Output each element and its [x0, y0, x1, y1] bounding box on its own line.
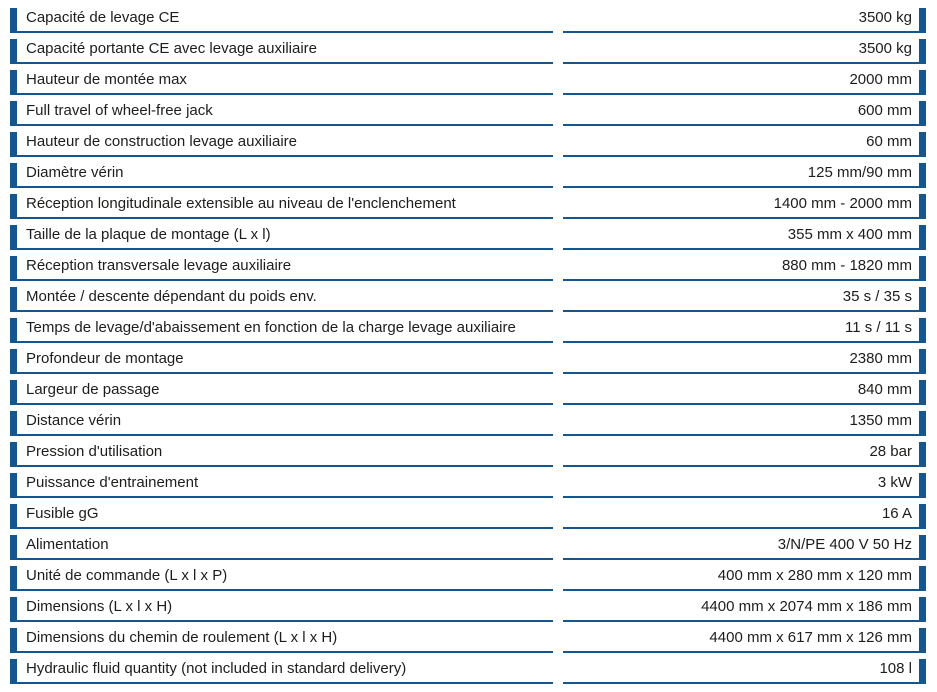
table-row [10, 2, 926, 33]
spec-value: 840 mm [857, 381, 912, 398]
spec-value: 108 l [879, 660, 912, 677]
table-row [10, 312, 926, 343]
row-accent-bar-left [10, 39, 17, 62]
row-accent-bar-right [919, 659, 926, 682]
spec-value: 3500 kg [858, 9, 912, 26]
spec-value: 4400 mm x 617 mm x 126 mm [709, 629, 912, 646]
spec-value: 28 bar [869, 443, 912, 460]
spec-value: 400 mm x 280 mm x 120 mm [717, 567, 912, 584]
table-row [10, 467, 926, 498]
spec-label: Alimentation [26, 536, 109, 553]
spec-value-cell [563, 2, 926, 33]
table-row [10, 157, 926, 188]
spec-value-cell [563, 529, 926, 560]
spec-value-cell [563, 250, 926, 281]
spec-label: Pression d'utilisation [26, 443, 163, 460]
table-row [10, 653, 926, 684]
spec-value-cell [563, 436, 926, 467]
spec-label-cell [10, 64, 553, 95]
spec-label-cell [10, 95, 553, 126]
row-accent-bar-right [919, 70, 926, 93]
row-accent-bar-right [919, 380, 926, 403]
spec-value: 11 s / 11 s [845, 319, 912, 336]
row-accent-bar-left [10, 659, 17, 682]
spec-value-cell [563, 560, 926, 591]
row-accent-bar-left [10, 8, 17, 31]
row-accent-bar-left [10, 535, 17, 558]
spec-value: 2380 mm [849, 350, 912, 367]
spec-label-cell [10, 498, 553, 529]
spec-value: 60 mm [866, 133, 912, 150]
row-accent-bar-left [10, 411, 17, 434]
table-row [10, 250, 926, 281]
row-accent-bar-left [10, 70, 17, 93]
spec-label: Dimensions du chemin de roulement (L x l x H) [26, 629, 338, 646]
spec-label: Taille de la plaque de montage (L x l) [26, 226, 271, 243]
row-accent-bar-left [10, 225, 17, 248]
spec-label-cell [10, 436, 553, 467]
spec-value-cell [563, 467, 926, 498]
table-row [10, 591, 926, 622]
row-accent-bar-right [919, 256, 926, 279]
spec-label: Dimensions (L x l x H) [26, 598, 173, 615]
row-accent-bar-left [10, 442, 17, 465]
spec-label-cell [10, 343, 553, 374]
row-accent-bar-left [10, 132, 17, 155]
row-accent-bar-right [919, 473, 926, 496]
table-row [10, 188, 926, 219]
table-row [10, 281, 926, 312]
row-accent-bar-right [919, 442, 926, 465]
spec-value-cell [563, 374, 926, 405]
row-accent-bar-right [919, 349, 926, 372]
spec-value-cell [563, 343, 926, 374]
row-accent-bar-left [10, 566, 17, 589]
spec-label: Temps de levage/d'abaissement en fonction de la charge levage auxiliaire [26, 319, 516, 336]
spec-label-cell [10, 219, 553, 250]
spec-value-cell [563, 157, 926, 188]
spec-label-cell [10, 312, 553, 343]
row-accent-bar-right [919, 132, 926, 155]
row-accent-bar-right [919, 225, 926, 248]
table-row [10, 374, 926, 405]
spec-label-cell [10, 653, 553, 684]
spec-value: 2000 mm [849, 71, 912, 88]
table-row [10, 126, 926, 157]
spec-label-cell [10, 374, 553, 405]
table-row [10, 498, 926, 529]
row-accent-bar-right [919, 411, 926, 434]
spec-label: Hydraulic fluid quantity (not included in standard delivery) [26, 660, 407, 677]
spec-value: 355 mm x 400 mm [787, 226, 912, 243]
row-accent-bar-right [919, 535, 926, 558]
row-accent-bar-left [10, 194, 17, 217]
spec-label: Diamètre vérin [26, 164, 124, 181]
spec-label-cell [10, 157, 553, 188]
spec-value: 4400 mm x 2074 mm x 186 mm [701, 598, 912, 615]
spec-label: Capacité de levage CE [26, 9, 180, 26]
row-accent-bar-right [919, 597, 926, 620]
row-accent-bar-left [10, 597, 17, 620]
row-accent-bar-right [919, 8, 926, 31]
row-accent-bar-right [919, 39, 926, 62]
table-row [10, 529, 926, 560]
spec-value-cell [563, 219, 926, 250]
spec-label-cell [10, 622, 553, 653]
spec-label: Fusible gG [26, 505, 99, 522]
spec-label: Hauteur de construction levage auxiliaire [26, 133, 297, 150]
row-accent-bar-left [10, 473, 17, 496]
spec-value-cell [563, 312, 926, 343]
spec-value: 3 kW [877, 474, 912, 491]
row-accent-bar-right [919, 101, 926, 124]
row-accent-bar-left [10, 256, 17, 279]
table-row [10, 436, 926, 467]
row-accent-bar-left [10, 101, 17, 124]
spec-label: Hauteur de montée max [26, 71, 187, 88]
row-accent-bar-right [919, 318, 926, 341]
spec-label-cell [10, 529, 553, 560]
spec-label-cell [10, 126, 553, 157]
spec-value: 3/N/PE 400 V 50 Hz [777, 536, 912, 553]
spec-value: 35 s / 35 s [842, 288, 912, 305]
spec-label: Distance vérin [26, 412, 122, 429]
table-row [10, 343, 926, 374]
spec-value-cell [563, 33, 926, 64]
table-row [10, 560, 926, 591]
row-accent-bar-right [919, 628, 926, 651]
spec-label: Unité de commande (L x l x P) [26, 567, 228, 584]
table-row [10, 95, 926, 126]
spec-label: Puissance d'entrainement [26, 474, 199, 491]
spec-label: Capacité portante CE avec levage auxiliaire [26, 40, 317, 57]
row-accent-bar-right [919, 504, 926, 527]
spec-value-cell [563, 95, 926, 126]
spec-label: Profondeur de montage [26, 350, 184, 367]
spec-value: 125 mm/90 mm [807, 164, 912, 181]
table-row [10, 64, 926, 95]
spec-value: 3500 kg [858, 40, 912, 57]
spec-label: Réception longitudinale extensible au niveau de l'enclenchement [26, 195, 456, 212]
table-row [10, 622, 926, 653]
row-accent-bar-right [919, 566, 926, 589]
spec-label: Full travel of wheel-free jack [26, 102, 213, 119]
row-accent-bar-left [10, 380, 17, 403]
spec-label-cell [10, 591, 553, 622]
row-accent-bar-left [10, 628, 17, 651]
table-row [10, 219, 926, 250]
row-accent-bar-right [919, 163, 926, 186]
row-accent-bar-left [10, 318, 17, 341]
spec-value-cell [563, 64, 926, 95]
spec-value: 880 mm - 1820 mm [781, 257, 912, 274]
spec-label-cell [10, 281, 553, 312]
spec-label-cell [10, 467, 553, 498]
spec-value: 1400 mm - 2000 mm [773, 195, 912, 212]
table-row [10, 405, 926, 436]
spec-value-cell [563, 622, 926, 653]
spec-label-cell [10, 188, 553, 219]
spec-label-cell [10, 33, 553, 64]
spec-value: 1350 mm [849, 412, 912, 429]
table-row [10, 33, 926, 64]
spec-value-cell [563, 591, 926, 622]
spec-label-cell [10, 2, 553, 33]
row-accent-bar-left [10, 163, 17, 186]
spec-value-cell [563, 498, 926, 529]
spec-value-cell [563, 126, 926, 157]
spec-label: Montée / descente dépendant du poids env. [26, 288, 317, 305]
row-accent-bar-right [919, 194, 926, 217]
spec-label: Réception transversale levage auxiliaire [26, 257, 292, 274]
spec-value: 600 mm [857, 102, 912, 119]
spec-value: 16 A [881, 505, 912, 522]
spec-value-cell [563, 405, 926, 436]
row-accent-bar-left [10, 349, 17, 372]
spec-label-cell [10, 405, 553, 436]
spec-label: Largeur de passage [26, 381, 160, 398]
row-accent-bar-left [10, 504, 17, 527]
spec-value-cell [563, 188, 926, 219]
row-accent-bar-right [919, 287, 926, 310]
spec-label-cell [10, 560, 553, 591]
row-accent-bar-left [10, 287, 17, 310]
spec-value-cell [563, 653, 926, 684]
spec-value-cell [563, 281, 926, 312]
spec-label-cell [10, 250, 553, 281]
